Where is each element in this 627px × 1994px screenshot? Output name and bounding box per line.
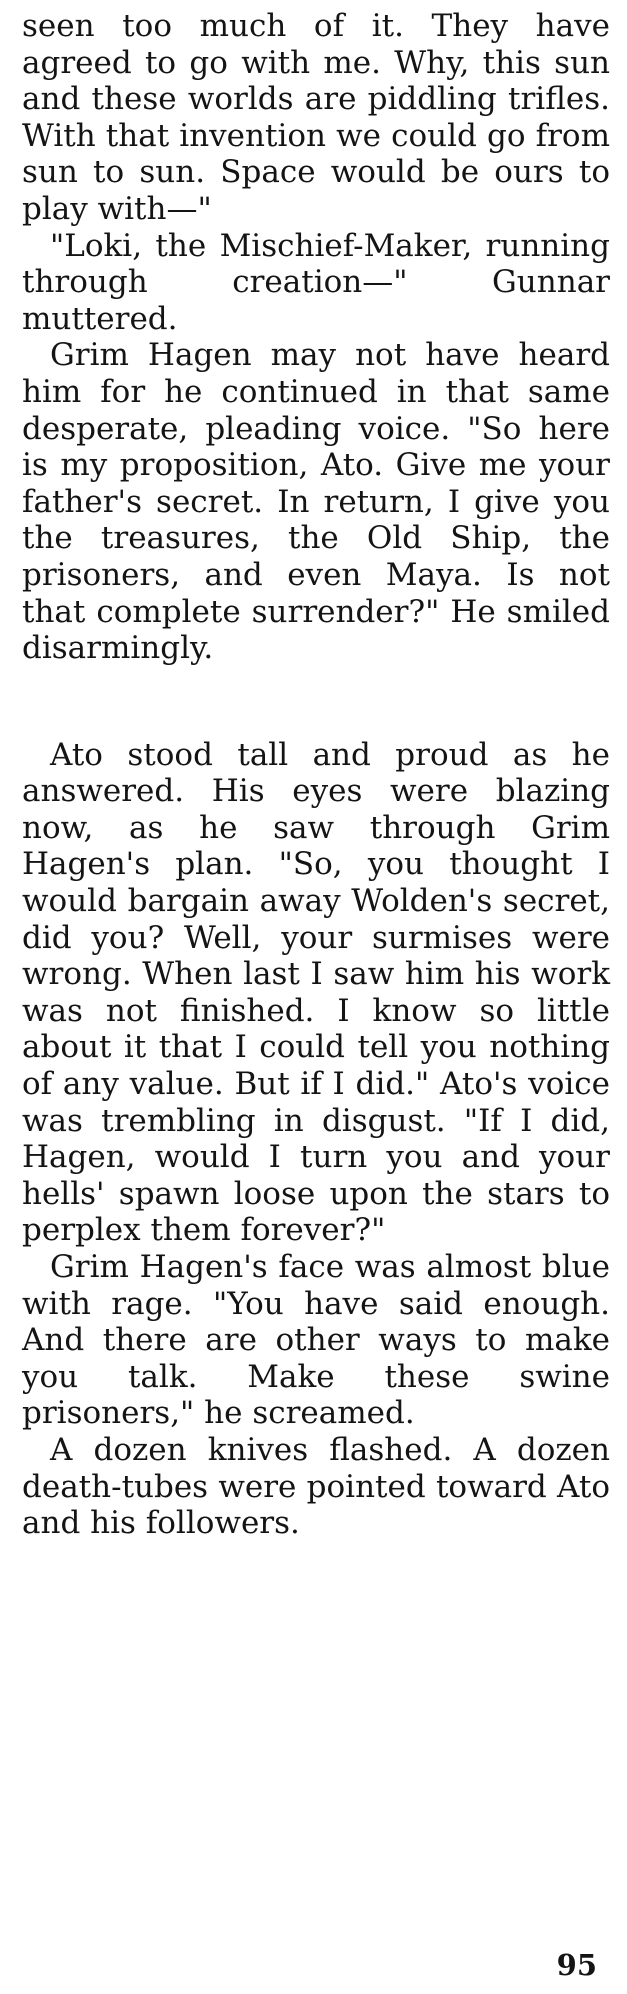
paragraph-ato-answer: Ato stood tall and proud as he answered. His eyes were blazing now, as he saw through Grim Hagen's plan. "So, you thought I would bargain away Wolden's secret, did you? Well, your surmises were wrong. When last I saw him his work was not finished. I know so little about it that I could tell you nothing of any value. But if I did." Ato's voice was trembling in disgust. "If I did, Hagen, would I turn you and your hells' spawn loose upon the stars to perplex them forever?" <box>22 736 610 1249</box>
paragraph-gunnar: "Loki, the Mischief-Maker, running through creation—" Gunnar muttered. <box>22 227 610 337</box>
paragraph-hagen-rage: Grim Hagen's face was almost blue with rage. "You have said enough. And there are other ways to make you talk. Make these swine prisoners," he screamed. <box>22 1249 610 1432</box>
paragraph-continuation: seen too much of it. They have agreed to go with me. Why, this sun and these worlds are piddling trifles. With that invention we could go from sun to sun. Space would be ours to play with—" <box>22 8 610 227</box>
paragraph-proposition: Grim Hagen may not have heard him for he continued in that same desperate, pleading voice. "So here is my proposition, Ato. Give me your father's secret. In return, I give you the treasures, the Old Ship, the prisoners, and even Maya. Is not that complete surrender?" He smiled disarmingly. <box>22 337 610 667</box>
page-number: 95 <box>556 1948 597 1982</box>
paragraph-knives: A dozen knives flashed. A dozen death-tubes were pointed toward Ato and his followers. <box>22 1431 610 1542</box>
text-column <box>22 8 610 1542</box>
